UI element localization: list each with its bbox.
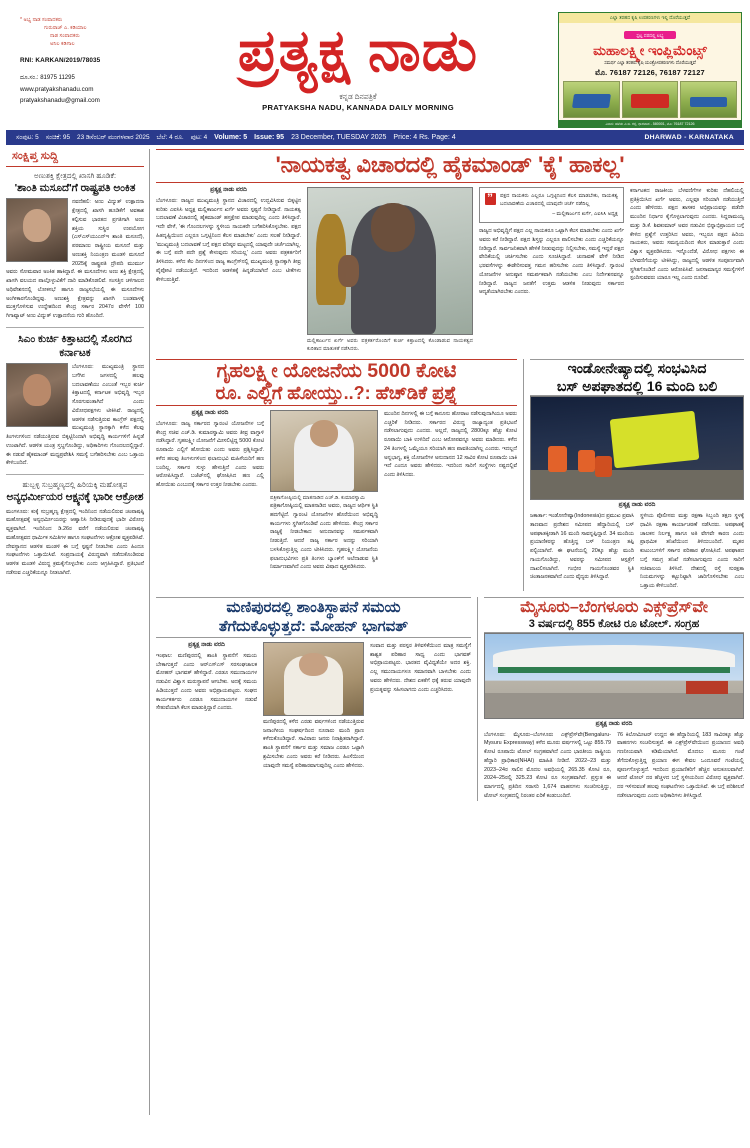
advertisement-mahalakshmi[interactable]	[558, 12, 742, 128]
sidebar-item-body: ಬೆಂಗಳೂರು: ಮುಖ್ಯಮಂತ್ರಿ ಸ್ಥಾನದ ಬಗೆಗಿನ ಜಗಳದಲ್ಲಿ ಹಲವು ಬದಲಾವಣೆಯು ಎಂಬಂತೆ ಇಬ್ಬರ ಕುರ್ಚಿ ಕಿತ್ತಾಟದಲ್ಲಿ ಕರ್ನಾಟಕ ಅಭಿವೃದ್ಧಿ ಇಬ್ಬರ ಸೊರಗುವಂತಾಗಿದೆ ಎಂದು ವಿರೋಧಪಕ್ಷಗಳು ಟೀಕಿಸಿವೆ. ರಾಜ್ಯದಲ್ಲಿ ಆಡಳಿತ ನಡೆಸುತ್ತಿರುವ ಕಾಂಗ್ರೆಸ್ ಪಕ್ಷದಲ್ಲಿ ಮುಖ್ಯಮಂತ್ರಿ ಸ್ಥಾನಕ್ಕಾಗಿ ಕಳೆದ ಕೆಲವು ತಿಂಗಳುಗಳಿಂದ ನಡೆಯುತ್ತಿರುವ ಬಿಕ್ಕಟ್ಟಿನಿಂದಾಗಿ ಅಭಿವೃದ್ಧಿ ಕಾರ್ಯಗಳಿಗೆ ಹಿನ್ನಡೆ ಉಂಟಾಗಿದೆ. ಆಡಳಿತ ಯಂತ್ರ ಸ್ತಬ್ಧಗೊಂಡಿದ್ದು, ಅಧಿಕಾರಿಗಳು ಗೊಂದಲದಲ್ಲಿದ್ದಾರೆ. ಈ ನಡುವೆ ಹೈಕಮಾಂಡ್ ಮಧ್ಯಪ್ರವೇಶಿಸಿ ಸಮಸ್ಯೆ ಬಗೆಹರಿಸಬೇಕು ಎಂಬ ಒತ್ತಾಯ ಕೇಳಿಬಂದಿದೆ.	[6, 364, 144, 467]
expressway-body-1: ಬೆಂಗಳೂರು: ಮೈಸೂರು–ಬೆಂಗಳೂರು ಎಕ್ಸ್‌ಪ್ರೆಸ್‌ವೇ(Bengaluru-Mysuru Expressway) ಕಳೆದ ಮೂರು ವರ್ಷಗಳಲ್ಲಿ ಒಟ್ಟು 855.79 ಕೋಟಿ ರೂಪಾಯಿ ಟೋಲ್ ಸಂಗ್ರಹವಾಗಿದೆ ಎಂದು ಭಾರತೀಯ ರಾಷ್ಟ್ರೀಯ ಹೆದ್ದಾರಿ ಪ್ರಾಧಿಕಾರ(NHAI) ಮಾಹಿತಿ ನೀಡಿದೆ. 2022–23 ಮತ್ತು 2023–24ರ ಸಾಲಿನ ಮೊದಲ ಅವಧಿಯಲ್ಲಿ 265.35 ಕೋಟಿ ರೂ, 2024–25ರಲ್ಲಿ 325.23 ಕೋಟಿ ರೂ ಸಂಗ್ರಹವಾಗಿದೆ. ಪ್ರಸ್ತುತ ಈ ಮಾರ್ಗದಲ್ಲಿ ಪ್ರತಿದಿನ ಸರಾಸರಿ 1,674 ವಾಹನಗಳು ಸಂಚರಿಸುತ್ತಿದ್ದು, ಟೋಲ್ ಸಂಗ್ರಹದಲ್ಲಿ ನಿರಂತರ ಏರಿಕೆ ಕಂಡುಬಂದಿದೆ.	[484, 731, 611, 799]
expressway-byline: ಪ್ರತ್ಯಕ್ಷ ನಾಡು ವರದಿ	[595, 720, 633, 727]
lead-photo-caption: ಮಲ್ಲಿಕಾರ್ಜುನ ಖರ್ಗೆ ಅವರು ಪತ್ರಕರ್ತರೊಂದಿಗೆ ಕುರ್ಚಿ ಕಿತ್ತಾಟದಲ್ಲಿ ಕೊಂಡಾಡುವ ನಾಯಕತ್ವದ ಕುರಿತಾದ ಮಾತುಕತೆ ನಡೆಸಿದರು.	[307, 337, 473, 352]
gruhalakshmi-column-2	[270, 410, 378, 572]
sidebar-item-temple-protest[interactable]	[6, 480, 144, 577]
indonesia-column-2	[640, 512, 744, 591]
editor-line-4: ಅನಿಲ ಕಡಿಗಾಲ	[50, 41, 75, 48]
story-gruhalakshmi[interactable]	[156, 359, 524, 591]
signage-beam-shape	[498, 667, 730, 673]
rescuer-shape-3	[595, 456, 612, 476]
phone-label: ದೂ.ಸಂ.: 81975 11295	[20, 75, 75, 82]
date-english: 23 December, TUESDAY 2025	[291, 134, 387, 141]
sidebar-header: ಸಂಕ್ಷಿಪ್ತ ಸುದ್ದಿ	[12, 150, 59, 162]
sidebar-item-body: ನವದೆಹಲಿ: ಅಣು ವಿದ್ಯುತ್ ಉತ್ಪಾದನಾ ಕ್ಷೇತ್ರದಲ್ಲಿ ಖಾಸಗಿ ಹೂಡಿಕೆಗೆ ಅವಕಾಶ ಕಲ್ಪಿಸುವ ಭಾರತದ ಪ್ರಗತಿಗಾಗಿ ಅಣು ಶಕ್ತಿಯ ಸುಸ್ಥಿರ ಉಪಯೋಗ (ಎಸ್‌ಎಸ್‌ಯುಎನ್‌ಇ ಶಾಂತಿ ಮಸೂದೆ), ಪರಮಾಣು ರಾಷ್ಟ್ರೀಯ ಮಸೂದೆ ಮತ್ತು ಅಣುಶಕ್ತಿ ನಿಯಂತ್ರಣ ಮಂಡಳಿ ಮಸೂದೆ 2025ಕ್ಕೆ ರಾಷ್ಟ್ರಪತಿ ದ್ರೌಪದಿ ಮುರ್ಮು ಅವರು ಸೋಮವಾರ ಅಂಕಿತ ಹಾಕಿದ್ದಾರೆ. ಈ ಮಸೂದೆಗಳು ಅಣು ಶಕ್ತಿ ಕ್ಷೇತ್ರದಲ್ಲಿ ಖಾಸಗಿ ವಲಯದ ಪಾಲ್ಗೊಳ್ಳುವಿಕೆಗೆ ದಾರಿ ಮಾಡಿಕೊಡಲಿವೆ. ಸಂಸತ್ತಿನ ಚಳಿಗಾಲದ ಅಧಿವೇಶನದಲ್ಲಿ ಲೋಕಸಭೆ ಹಾಗೂ ರಾಜ್ಯಸಭೆಯಲ್ಲಿ ಈ ಮಸೂದೆಗಳು ಅಂಗೀಕಾರಗೊಂಡಿದ್ದವು. ಅಣುಶಕ್ತಿ ಕ್ಷೇತ್ರವನ್ನು ಖಾಸಗಿ ಬಂಡವಾಳಕ್ಕೆ ಮುಕ್ತಗೊಳಿಸುವ ಉದ್ದೇಶದಿಂದ ಕೇಂದ್ರ ಸರ್ಕಾರ 2047ರ ವೇಳೆಗೆ 100 ಗಿಗಾವ್ಯಾಟ್ ಅಣು ವಿದ್ಯುತ್ ಉತ್ಪಾದನೆಯ ಗುರಿ ಹೊಂದಿದೆ.	[6, 199, 144, 320]
indonesia-body-1: ಜಕಾರ್ತಾ: ಇಂಡೋನೇಷ್ಯಾ(Indonesia)ದ ಪ್ರಮುಖ ಪ್ರವಾಸಿ ತಾಣವಾದ ಪ್ರದೇಶದ ಸಮೀಪದ ಹೆದ್ದಾರಿಯಲ್ಲಿ ಬಸ್ ಅಪಘಾತಕ್ಕೀಡಾಗಿ 16 ಮಂದಿ ಸಾವನ್ನಪ್ಪಿದ್ದಾರೆ. 34 ಮಂದಿಯ ಪ್ರಯಾಣಿಕರನ್ನು ಹೊತ್ತಿದ್ದ ಬಸ್ ನಿಯಂತ್ರಣ ತಪ್ಪಿ ಪಲ್ಟಿಯಾಗಿದೆ. ಈ ಘಟನೆಯಲ್ಲಿ 20ಕ್ಕೂ ಹೆಚ್ಚು ಮಂದಿ ಗಾಯಗೊಂಡಿದ್ದು, ಅವರನ್ನು ಸಮೀಪದ ಆಸ್ಪತ್ರೆಗೆ ದಾಖಲಿಸಲಾಗಿದೆ. ಗಂಭೀರ ಗಾಯಗೊಂಡವರ ಸ್ಥಿತಿ ಚಿಂತಾಜನಕವಾಗಿದೆ ಎಂದು ವೈದ್ಯರು ತಿಳಿಸಿದ್ದಾರೆ.	[530, 513, 634, 581]
manipur-columns	[156, 642, 471, 771]
expressway-body-2: 76 ಕಿಲೋಮೀಟರ್ ಉದ್ದದ ಈ ಹೆದ್ದಾರಿಯಲ್ಲಿ 183 ಸಾವಿರಕ್ಕೂ ಹೆಚ್ಚು ವಾಹನಗಳು ಸಂಚರಿಸುತ್ತವೆ. ಈ ಎಕ್ಸ್‌ಪ್ರೆಸ್‌ವೇಯಿಂದ ಪ್ರಯಾಣದ ಅವಧಿ ಗಣನೀಯವಾಗಿ ಕಡಿಮೆಯಾಗಿದೆ. ಮೊದಲು ಮೂರು ಗಂಟೆ ತೆಗೆದುಕೊಳ್ಳುತ್ತಿದ್ದ ಪ್ರಯಾಣ ಈಗ ಕೇವಲ ಒಂದೂವರೆ ಗಂಟೆಯಲ್ಲಿ ಪೂರ್ಣಗೊಳ್ಳುತ್ತದೆ. ಇದರಿಂದ ಪ್ರಯಾಣಿಕರಿಗೆ ಹೆಚ್ಚಿನ ಅನುಕೂಲವಾಗಿದೆ. ಆದರೆ ಟೋಲ್ ದರ ಹೆಚ್ಚಳದ ಬಗ್ಗೆ ಸ್ಥಳೀಯರಿಂದ ವಿರೋಧ ವ್ಯಕ್ತವಾಗಿದೆ. ದರ ಇಳಿಸುವಂತೆ ಹಲವು ಸಂಘಟನೆಗಳು ಒತ್ತಾಯಿಸಿವೆ. ಈ ಬಗ್ಗೆ ಪರಿಶೀಲನೆ ನಡೆಸಲಾಗುವುದು ಎಂದು ಅಧಿಕಾರಿಗಳು ತಿಳಿಸಿದ್ದಾರೆ.	[617, 731, 744, 799]
ad-footer-address: ವಿಳಾಸ: ಹಳೆಯ ಪಿ.ಬಿ. ರಸ್ತೆ, ಧಾರವಾಡ - 580001, ಮೊ: 76187 72126	[559, 120, 741, 127]
rescuer-shape-2	[578, 450, 595, 472]
photo-kumaraswamy	[270, 410, 378, 492]
indonesia-headline-line1: ಇಂಡೋನೇಷ್ಯಾದಲ್ಲಿ ಸಂಭವಿಸಿದ	[567, 360, 707, 376]
ad-title: ಮಹಾಲಕ್ಷ್ಮೀ ಇಂಪ್ಲಿಮೆಂಟ್ಸ್	[593, 42, 707, 58]
editor-line-3: ನಾಡ ಸಂಪಾದಕರು	[50, 33, 80, 40]
gruhalakshmi-body-2: ಪತ್ರಿಕಾಗೋಷ್ಠಿಯಲ್ಲಿ ಮಾತನಾಡಿದ ಅವರು, ರಾಜ್ಯದ ಆರ್ಥಿಕ ಸ್ಥಿತಿ ಹದಗೆಟ್ಟಿದೆ. ಗ್ಯಾರಂಟಿ ಯೋಜನೆಗಳ ಹೊರೆಯಿಂದ ಅಭಿವೃದ್ಧಿ ಕಾರ್ಯಗಳು ಸ್ಥಗಿತಗೊಂಡಿವೆ ಎಂದು ಹೇಳಿದರು. ಕೇಂದ್ರ ಸರ್ಕಾರ ರಾಜ್ಯಕ್ಕೆ ನೀಡಬೇಕಾದ ಅನುದಾನವನ್ನು ಸಮರ್ಪಕವಾಗಿ ನೀಡುತ್ತಿದೆ. ಆದರೆ ರಾಜ್ಯ ಸರ್ಕಾರ ಅದನ್ನು ಸರಿಯಾಗಿ ಬಳಸಿಕೊಳ್ಳುತ್ತಿಲ್ಲ ಎಂದು ಟೀಕಿಸಿದರು. ಗೃಹಲಕ್ಷ್ಮೀ ಯೋಜನೆಯ ಫಲಾನುಭವಿಗಳು ಪ್ರತಿ ತಿಂಗಳು ಬ್ಯಾಂಕ್‌ಗೆ ಅಲೆದಾಡುವ ಸ್ಥಿತಿ ನಿರ್ಮಾಣವಾಗಿದೆ ಎಂದು ಅವರು ವಿಷಾದ ವ್ಯಕ್ತಪಡಿಸಿದರು.	[270, 503, 378, 571]
expressway-columns	[484, 731, 744, 801]
rni-number: RNI: KARKAN/2019/78035	[20, 57, 101, 65]
issue-kannada: ಸಂಚಿಕೆ: 95	[45, 133, 71, 141]
manipur-body-2: ಮಣಿಪುರದಲ್ಲಿ ಕಳೆದ ಎರಡು ವರ್ಷಗಳಿಂದ ನಡೆಯುತ್ತಿರುವ ಜನಾಂಗೀಯ ಸಂಘರ್ಷದಿಂದ ನೂರಾರು ಮಂದಿ ಪ್ರಾಣ ಕಳೆದುಕೊಂಡಿದ್ದಾರೆ. ಸಾವಿರಾರು ಜನರು ನಿರಾಶ್ರಿತರಾಗಿದ್ದಾರೆ. ಶಾಂತಿ ಸ್ಥಾಪನೆಗೆ ಸರ್ಕಾರ ಮತ್ತು ಸಮಾಜ ಎರಡೂ ಒಟ್ಟಾಗಿ ಶ್ರಮಿಸಬೇಕು ಎಂದು ಅವರು ಕರೆ ನೀಡಿದರು. ಹಿಂಸೆಯಿಂದ ಯಾವುದೇ ಸಮಸ್ಯೆ ಪರಿಹಾರವಾಗುವುದಿಲ್ಲ ಎಂದು ಹೇಳಿದರು.	[263, 718, 364, 769]
sidebar-item-nuclear[interactable]	[6, 171, 144, 321]
masthead	[6, 0, 744, 128]
manipur-column-1	[156, 642, 257, 771]
gruhalakshmi-body-3: ಮುಂದಿನ ದಿನಗಳಲ್ಲಿ ಈ ಬಗ್ಗೆ ಕಾನೂನು ಹೋರಾಟ ನಡೆಸುವುದಾಗಿಯೂ ಅವರು ಎಚ್ಚರಿಕೆ ನೀಡಿದರು. ಸರ್ಕಾರದ ವಿರುದ್ಧ ರಾಜ್ಯಾದ್ಯಂತ ಪ್ರತಿಭಟನೆ ನಡೆಸಲಾಗುವುದು ಎಂದರು. ಅಲ್ಲದೆ, ರಾಜ್ಯದಲ್ಲಿ 2800ಕ್ಕೂ ಹೆಚ್ಚು ಕೋಟಿ ರೂಪಾಯಿ ಬಾಕಿ ಉಳಿದಿದೆ ಎಂಬ ಆರೋಪವನ್ನೂ ಅವರು ಮಾಡಿದರು. ಕಳೆದ 24 ತಿಂಗಳಲ್ಲಿ ಒಮ್ಮೆಯೂ ಸರಿಯಾಗಿ ಹಣ ಪಾವತಿಯಾಗಿಲ್ಲ ಎಂದರು. ಇದಲ್ಲದೆ ಅನ್ನಭಾಗ್ಯ, ಶಕ್ತಿ ಯೋಜನೆಗಳ ಅನುದಾನದ 12 ಸಾವಿರ ಕೋಟಿ ರೂಪಾಯಿ ಬಾಕಿ ಇದೆ ಎಂದೂ ಅವರು ಹೇಳಿದರು. ಇದರಿಂದ ಸಾರಿಗೆ ಸಂಸ್ಥೆಗಳು ನಷ್ಟದಲ್ಲಿವೆ ಎಂದು ತಿಳಿಸಿದರು.	[384, 410, 517, 479]
third-row	[156, 597, 744, 801]
quote-icon	[485, 193, 496, 205]
truck-shape	[686, 681, 727, 694]
issue-info-bar	[6, 130, 744, 145]
sidebar-divider-3	[6, 474, 144, 475]
gruhalakshmi-headline-line2: ರೂ. ಎಲ್ಲಿಗೆ ಹೋಯ್ತು..?: ಹೆಚ್‌ಡಿಕೆ ಪ್ರಶ್ನೆ	[215, 383, 458, 404]
person-shape	[351, 205, 436, 333]
lead-byline: ಪ್ರತ್ಯಕ್ಷ ನಾಡು ವರದಿ	[210, 186, 247, 193]
lead-headline: 'ನಾಯಕತ್ವ ವಿಚಾರದಲ್ಲಿ ಹೈಕಮಾಂಡ್ 'ಕೈ' ಹಾಕಲ್ಲ'	[275, 152, 625, 177]
sidebar-divider-2	[6, 327, 144, 328]
lead-body-4: ಕರ್ನಾಟಕದ ರಾಜಕೀಯ ಬೆಳವಣಿಗೆಗಳ ಕುರಿತು ದೆಹಲಿಯಲ್ಲಿ ಪ್ರತಿಕ್ರಿಯಿಸಿದ ಖರ್ಗೆ ಅವರು, ಎಲ್ಲವೂ ಸರಿಯಾಗಿ ನಡೆಯುತ್ತಿದೆ ಎಂದು ಹೇಳಿದರು. ಪಕ್ಷದ ಶಾಸಕರ ಅಭಿಪ್ರಾಯವನ್ನು ಪಡೆದೇ ಮುಂದಿನ ನಿರ್ಧಾರ ಕೈಗೊಳ್ಳಲಾಗುವುದು ಎಂದರು. ಸಿದ್ದರಾಮಯ್ಯ ಮತ್ತು ಡಿ.ಕೆ. ಶಿವಕುಮಾರ್ ಅವರ ನಡುವಿನ ಭಿನ್ನಾಭಿಪ್ರಾಯದ ಬಗ್ಗೆ ಕೇಳಿದ ಪ್ರಶ್ನೆಗೆ ಉತ್ತರಿಸಿದ ಅವರು, ಇಬ್ಬರೂ ಪಕ್ಷದ ಹಿರಿಯ ನಾಯಕರು, ಅವರು ಸಮನ್ವಯದಿಂದ ಕೆಲಸ ಮಾಡುತ್ತಾರೆ ಎಂದು ವಿಶ್ವಾಸ ವ್ಯಕ್ತಪಡಿಸಿದರು. ಇನ್ನೊಂದೆಡೆ, ವಿರೋಧ ಪಕ್ಷಗಳು ಈ ಬೆಳವಣಿಗೆಯನ್ನು ಟೀಕಿಸಿದ್ದು, ರಾಜ್ಯದಲ್ಲಿ ಆಡಳಿತ ಸಂಪೂರ್ಣವಾಗಿ ಸ್ಥಗಿತಗೊಂಡಿದೆ ಎಂದು ಆರೋಪಿಸಿವೆ. ಜನಸಾಮಾನ್ಯರ ಸಮಸ್ಯೆಗಳಿಗೆ ಸ್ಪಂದಿಸುವವರು ಯಾರೂ ಇಲ್ಲ ಎಂದು ದೂರಿವೆ.	[630, 187, 744, 282]
indonesia-columns	[530, 512, 744, 591]
gruhalakshmi-photo-caption: ಪತ್ರಿಕಾಗೋಷ್ಠಿಯಲ್ಲಿ ಮಾತನಾಡಿದ ಎಚ್.ಡಿ. ಕುಮಾರಸ್ವಾಮಿ	[270, 494, 366, 501]
ad-product-rotavator-image	[622, 81, 679, 118]
sidebar-item-title: ಅನ್ಯಧರ್ಮೀಯರ ಆಕ್ಷ್ಯನಕ್ಕೆ ಭಾರೀ ಆಕ್ರೋಶ	[6, 490, 144, 503]
gruhalakshmi-rule-bottom	[156, 405, 517, 406]
photo-bus-crash	[530, 396, 744, 500]
manipur-body-3: ಸಂವಾದ ಮತ್ತು ಪರಸ್ಪರ ತಿಳಿವಳಿಕೆಯಿಂದ ಮಾತ್ರ ಸಮಸ್ಯೆಗೆ ಶಾಶ್ವತ ಪರಿಹಾರ ಸಾಧ್ಯ ಎಂದು ಭಾಗವತ್ ಅಭಿಪ್ರಾಯಪಟ್ಟರು. ಭಾರತದ ವೈವಿಧ್ಯತೆಯೇ ಅದರ ಶಕ್ತಿ. ಎಲ್ಲ ಸಮುದಾಯಗಳೂ ಸಮಾನವಾಗಿ ಬಾಳಬೇಕು ಎಂದು ಅವರು ಹೇಳಿದರು. ದೇಶದ ಏಕತೆಗೆ ಧಕ್ಕೆ ತರುವ ಯಾವುದೇ ಪ್ರಯತ್ನವನ್ನು ಸಹಿಸಲಾಗದು ಎಂದು ಎಚ್ಚರಿಸಿದರು.	[370, 642, 471, 693]
volume-english: Volume: 5	[214, 134, 248, 141]
hand-shape	[338, 255, 359, 287]
lead-column-1	[156, 187, 301, 353]
lead-body-3: ರಾಜ್ಯದ ಅಭಿವೃದ್ಧಿಗೆ ಪಕ್ಷದ ಎಲ್ಲ ನಾಯಕರೂ ಒಟ್ಟಾಗಿ ಕೆಲಸ ಮಾಡಬೇಕು ಎಂದು ಖರ್ಗೆ ಅವರು ಕರೆ ನೀಡಿದ್ದಾರೆ. ಪಕ್ಷದ ಶಿಸ್ತನ್ನು ಎಲ್ಲರೂ ಪಾಲಿಸಬೇಕು ಎಂದು ಎಚ್ಚರಿಕೆಯನ್ನೂ ನೀಡಿದ್ದಾರೆ. ಸಾರ್ವಜನಿಕವಾಗಿ ಹೇಳಿಕೆ ನೀಡುವುದನ್ನು ನಿಲ್ಲಿಸಬೇಕು, ಸಮಸ್ಯೆ ಇದ್ದರೆ ಪಕ್ಷದ ವೇದಿಕೆಯಲ್ಲಿ ಚರ್ಚಿಸಬೇಕು ಎಂದು ಸೂಚಿಸಿದ್ದಾರೆ. ಚುನಾವಣೆ ವೇಳೆ ನೀಡಿದ ಭರವಸೆಗಳನ್ನು ಈಡೇರಿಸುವತ್ತ ಗಮನ ಹರಿಸಬೇಕು ಎಂದು ತಿಳಿಸಿದ್ದಾರೆ. ಗ್ಯಾರಂಟಿ ಯೋಜನೆಗಳ ಅನುಷ್ಠಾನ ಸಮರ್ಪಕವಾಗಿ ನಡೆಯಬೇಕು ಎಂಬ ನಿರ್ದೇಶನವನ್ನೂ ನೀಡಿದ್ದಾರೆ. ರಾಜ್ಯದ ಜನತೆಗೆ ಉತ್ತಮ ಆಡಳಿತ ನೀಡುವುದು ಸರ್ಕಾರದ ಆದ್ಯತೆಯಾಗಿರಬೇಕು ಎಂದರು.	[479, 228, 624, 296]
expressway-column-1	[484, 731, 611, 801]
pull-quote-text: ಪಕ್ಷದ ನಾಯಕರು ಎಲ್ಲರೂ ಒಗ್ಗಟ್ಟಿನಿಂದ ಕೆಲಸ ಮಾಡಬೇಕು, ನಾಯಕತ್ವ ಬದಲಾವಣೆಯ ವಿಚಾರದಲ್ಲಿ ಯಾವುದೇ ಚರ್ಚೆ ನಡೆದಿಲ್ಲ	[500, 192, 618, 208]
gruhalakshmi-headline-line1: ಗೃಹಲಕ್ಷ್ಮೀ ಯೋಜನೆಯ 5000 ಕೋಟಿ	[216, 360, 457, 382]
manipur-headline-line2: ತೆಗೆದುಕೊಳ್ಳುತ್ತದೆ: ಮೋಹನ್ ಭಾಗವತ್	[218, 618, 409, 636]
lead-column-2	[307, 187, 473, 353]
gruhalakshmi-columns	[156, 410, 517, 572]
indonesia-body-2: ಸ್ಥಳೀಯ ಪೊಲೀಸರು ಮತ್ತು ರಕ್ಷಣಾ ಸಿಬ್ಬಂದಿ ತಕ್ಷಣ ಸ್ಥಳಕ್ಕೆ ಧಾವಿಸಿ ರಕ್ಷಣಾ ಕಾರ್ಯಾಚರಣೆ ನಡೆಸಿದರು. ಅಪಘಾತಕ್ಕೆ ಚಾಲಕನ ನಿರ್ಲಕ್ಷ್ಯ ಹಾಗೂ ಅತಿ ವೇಗವೇ ಕಾರಣ ಎಂದು ಪ್ರಾಥಮಿಕ ತನಿಖೆಯಿಂದ ತಿಳಿದುಬಂದಿದೆ. ಮೃತರ ಕುಟುಂಬಗಳಿಗೆ ಸರ್ಕಾರ ಪರಿಹಾರ ಘೋಷಿಸಿದೆ. ಅಪಘಾತದ ಬಗ್ಗೆ ಸಮಗ್ರ ತನಿಖೆ ನಡೆಸಲಾಗುವುದು ಎಂದು ಸಾರಿಗೆ ಸಚಿವಾಲಯ ತಿಳಿಸಿದೆ. ದೇಶದಲ್ಲಿ ರಸ್ತೆ ಸುರಕ್ಷತಾ ನಿಯಮಗಳನ್ನು ಕಟ್ಟುನಿಟ್ಟಾಗಿ ಜಾರಿಗೊಳಿಸಬೇಕು ಎಂಬ ಒತ್ತಾಯ ಕೇಳಿಬಂದಿದೆ.	[640, 513, 744, 589]
photo-toll-plaza	[484, 633, 744, 719]
logo-subtitle-kannada: ಕನ್ನಡ ದಿನಪತ್ರಿಕೆ	[339, 92, 377, 101]
lead-column-3	[479, 187, 624, 353]
photo-bhagwat	[263, 642, 364, 716]
newspaper-logo: ಪ್ರತ್ಯಕ್ಷ ನಾಡು	[237, 18, 479, 83]
volume-kannada: ಸಂಪುಟ: 5	[16, 133, 39, 141]
road-shape	[485, 693, 743, 718]
overturned-bus-shape	[609, 411, 698, 469]
sidebar-item-body: ಮಂಗಳೂರು: ಕುಕ್ಕೆ ಸುಬ್ರಹ್ಮಣ್ಯ ಕ್ಷೇತ್ರದಲ್ಲಿ ಇಂದಿನಿಂದ ನಡೆಯಲಿರುವ ಚಂಪಾಷಷ್ಠಿ ಮಹೋತ್ಸವಕ್ಕೆ ಅನ್ಯಧರ್ಮೀಯರನ್ನು ಆಹ್ವಾನಿಸಿ ನೀಡಿರುವುದಕ್ಕೆ ಭಾರೀ ವಿರೋಧ ವ್ಯಕ್ತವಾಗಿದೆ. ಇಂದಿನಿಂದ ಡಿ.26ರ ವರೆಗೆ ನಡೆಯಲಿರುವ ಚಂಪಾಷಷ್ಠಿ ಮಹೋತ್ಸವದ ಧಾರ್ಮಿಕ ಸಮಿತಿಗಳ ಹಾಗೂ ಸಂಘಟನೆಗಳು ಆಕ್ರೋಶ ವ್ಯಕ್ತಪಡಿಸಿವೆ. ದೇವಸ್ಥಾನದ ಆಡಳಿತ ಮಂಡಳಿ ಈ ಬಗ್ಗೆ ಸ್ಪಷ್ಟನೆ ನೀಡಬೇಕು ಎಂದು ಹಿಂದೂ ಸಂಘಟನೆಗಳು ಒತ್ತಾಯಿಸಿವೆ. ಸಂಪ್ರದಾಯಕ್ಕೆ ವಿರುದ್ಧವಾಗಿ ನಡೆದುಕೊಂಡಿರುವ ಆಡಳಿತ ಮಂಡಳಿ ವಿರುದ್ಧ ಕ್ರಮಕೈಗೊಳ್ಳಬೇಕು ಎಂದು ಆಗ್ರಹಿಸಿದ್ದಾರೆ. ಪ್ರತಿಭಟನೆ ನಡೆಸುವ ಎಚ್ಚರಿಕೆಯನ್ನೂ ನೀಡಲಾಗಿದೆ.	[6, 508, 144, 576]
sidebar-item-title: 'ಶಾಂತಿ ಮಸೂದೆ'ಗೆ ರಾಷ್ಟ್ರಪತಿ ಅಂಕಿತ	[14, 181, 136, 194]
lead-rule-bottom	[156, 182, 744, 183]
masthead-center	[158, 8, 558, 112]
story-indonesia[interactable]	[530, 359, 744, 591]
ad-description: ಸಮರ್ಥ ಎಲ್ಲಾ ತರಹದ ಕೃಷಿ ಯಂತ್ರೋಪಕರಣಗಳು ದೊರೆಯುತ್ತವೆ	[604, 60, 696, 66]
ad-product-images	[559, 78, 741, 120]
sidebar-item-title: ಸಿಎಂ ಕುರ್ಚಿ ಕಿತ್ತಾಟದಲ್ಲಿ ಸೊರಗಿದ ಕರ್ನಾಟಕ	[18, 332, 132, 359]
date-kannada: 23 ಡಿಸೆಂಬರ್ ಮಂಗಳವಾರ 2025	[77, 133, 150, 141]
issue-english: Issue: 95	[254, 134, 285, 141]
expressway-headline-line2: 3 ವರ್ಷದಲ್ಲಿ 855 ಕೋಟಿ ರೂ ಟೋಲ್. ಸಂಗ್ರಹ	[528, 617, 700, 630]
price-english: Price: 4 Rs. Page: 4	[393, 134, 456, 141]
lead-column-4	[630, 187, 744, 353]
main-column	[150, 149, 744, 1115]
logo-subtitle-english: PRATYAKSHA NADU, KANNADA DAILY MORNING	[262, 103, 454, 112]
sidebar-photo-president	[6, 198, 68, 262]
manipur-body-1: ಇಂಫಾಲ: ಮಣಿಪುರದಲ್ಲಿ ಶಾಂತಿ ಸ್ಥಾಪನೆಗೆ ಸಮಯ ಬೇಕಾಗುತ್ತದೆ ಎಂದು ಆರ್‌ಎಸ್‌ಎಸ್ ಸರಸಂಘಚಾಲಕ ಮೋಹನ್ ಭಾಗವತ್ ಹೇಳಿದ್ದಾರೆ. ಎರಡೂ ಸಮುದಾಯಗಳ ನಡುವಿನ ವಿಶ್ವಾಸ ಮರುಸ್ಥಾಪನೆ ಆಗಬೇಕು. ಅದಕ್ಕೆ ಸಮಯ ಹಿಡಿಯುತ್ತದೆ ಎಂದು ಅವರು ಅಭಿಪ್ರಾಯಪಟ್ಟರು. ಸಂಘದ ಕಾರ್ಯಕರ್ತರು ಎರಡೂ ಸಮುದಾಯಗಳ ನಡುವೆ ಸೇತುವೆಯಾಗಿ ಕೆಲಸ ಮಾಡುತ್ತಿದ್ದಾರೆ ಎಂದರು.	[156, 652, 257, 712]
lead-columns	[156, 187, 744, 353]
sidebar-photo-leader	[6, 363, 68, 427]
sidebar-item-kicker: ಹುಬ್ಬಳ್ಳಿ ಸುಬ್ರಹ್ಮಣ್ಯದಲ್ಲಿ ಹಿರಿಯಕ್ಕಿ ಮಹೋತ್ಸವ	[22, 480, 128, 490]
expressway-headline-line1: ಮೈಸೂರು–ಬೆಂಗಳೂರು ಎಕ್ಸ್‌ಪ್ರೆಸ್‌ವೇ	[520, 598, 708, 616]
story-manipur[interactable]	[156, 597, 478, 801]
pages-kannada: ಪುಟ: 4	[190, 133, 208, 141]
place-name: DHARWAD - KARNATAKA	[644, 134, 734, 141]
ad-ribbon-label: ಸ್ಪಲ್ಪ ದರದಲ್ಲಿ ಲಭ್ಯ	[624, 31, 675, 39]
manipur-column-3	[370, 642, 471, 771]
ad-product-trailer-image	[680, 81, 737, 118]
expressway-column-2	[617, 731, 744, 801]
masthead-left-info	[6, 8, 158, 106]
ad-product-plough-image	[563, 81, 620, 118]
ad-phone-numbers: ಮೊ. 76187 72126, 76187 72127	[595, 68, 705, 78]
editor-line-2: ಗುರುರಾಜ್ ಎ. ಕಡಿಯಾಲ	[44, 25, 87, 32]
story-expressway[interactable]	[484, 597, 744, 801]
person-shape	[294, 424, 353, 491]
editor-line-1: * ಅಭ್ಯ ನಾಡ ಸಂಪಾದಕರು	[20, 17, 63, 23]
pull-quote-attribution: – ಮಲ್ಲಿಕಾರ್ಜುನ ಖರ್ಗೆ, ಎಐಸಿಸಿ ಅಧ್ಯಕ್ಷ	[552, 211, 618, 218]
ground-shape	[531, 470, 743, 499]
person-shape	[284, 656, 343, 715]
indonesia-byline: ಪ್ರತ್ಯಕ್ಷ ನಾಡು ವರದಿ	[618, 502, 656, 508]
indonesia-headline-line2: ಬಸ್ ಅಪಘಾತದಲ್ಲಿ 16 ಮಂದಿ ಬಲಿ	[556, 377, 718, 394]
lead-body-1: ಬೆಂಗಳೂರು: ರಾಜ್ಯದ ಮುಖ್ಯಮಂತ್ರಿ ಸ್ಥಾನದ ವಿಚಾರದಲ್ಲಿ ಉದ್ಭವಿಸಿರುವ ಬಿಕ್ಕಟ್ಟಿನ ಕುರಿತು ಎಐಸಿಸಿ ಅಧ್ಯಕ್ಷ ಮಲ್ಲಿಕಾರ್ಜುನ ಖರ್ಗೆ ಅವರು ಸ್ಪಷ್ಟನೆ ನೀಡಿದ್ದಾರೆ. ನಾಯಕತ್ವ ಬದಲಾವಣೆ ವಿಚಾರದಲ್ಲಿ ಹೈಕಮಾಂಡ್ ಹಸ್ತಕ್ಷೇಪ ಮಾಡುವುದಿಲ್ಲ ಎಂದು ತಿಳಿಸಿದ್ದಾರೆ. ಇದೇ ವೇಳೆ, 'ಈ ಗೊಂದಲಗಳನ್ನು ಸ್ಥಳೀಯ ನಾಯಕರೇ ಬಗೆಹರಿಸಿಕೊಳ್ಳಬೇಕು. ಪಕ್ಷದ ಹಿತದೃಷ್ಟಿಯಿಂದ ಎಲ್ಲರೂ ಒಗ್ಗಟ್ಟಿನಿಂದ ಕೆಲಸ ಮಾಡಬೇಕು' ಎಂದು ಸಲಹೆ ನೀಡಿದ್ದಾರೆ. 'ಮುಖ್ಯಮಂತ್ರಿ ಬದಲಾವಣೆ ಬಗ್ಗೆ ಪಕ್ಷದ ವರಿಷ್ಠರ ಮಟ್ಟದಲ್ಲಿ ಯಾವುದೇ ಚರ್ಚೆಯಾಗಿಲ್ಲ. ಈ ಬಗ್ಗೆ ಪದೇ ಪದೇ ಪ್ರಶ್ನೆ ಕೇಳುವುದು ಸರಿಯಲ್ಲ' ಎಂದು ಅವರು ಪತ್ರಕರ್ತರಿಗೆ ತಿಳಿಸಿದರು. ಕಳೆದ ಕೆಲ ದಿನಗಳಿಂದ ರಾಜ್ಯ ಕಾಂಗ್ರೆಸ್‌ನಲ್ಲಿ ಮುಖ್ಯಮಂತ್ರಿ ಸ್ಥಾನಕ್ಕಾಗಿ ತೀವ್ರ ಪೈಪೋಟಿ ನಡೆಯುತ್ತಿದೆ. ಇದರಿಂದ ಆಡಳಿತಕ್ಕೆ ಹಿನ್ನಡೆಯಾಗಿದೆ ಎಂಬ ಟೀಕೆಗಳು ಕೇಳಿಬರುತ್ತಿವೆ.	[156, 197, 301, 283]
sidebar-item-cm-chair[interactable]	[6, 333, 144, 468]
gruhalakshmi-byline: ಪ್ರತ್ಯಕ್ಷ ನಾಡು ವರದಿ	[191, 409, 229, 416]
website-link[interactable]: www.pratyakshanadu.com	[20, 85, 94, 93]
manipur-byline: ಪ್ರತ್ಯಕ್ಷ ನಾಡು ವರದಿ	[188, 641, 225, 648]
ad-top-line: ಎಲ್ಲಾ ತರಹದ ಕೃಷಿ ಉಪಕರಣಗಳು ಇಲ್ಲಿ ದೊರೆಯುತ್ತವೆ	[559, 13, 741, 23]
contact-block	[20, 73, 158, 106]
lead-story[interactable]	[156, 149, 744, 353]
manipur-rule-bottom	[156, 637, 471, 638]
gruhalakshmi-column-1	[156, 410, 264, 572]
manipur-column-2	[263, 642, 364, 771]
manipur-headline-line1: ಮಣಿಪುರದಲ್ಲಿ ಶಾಂತಿಸ್ಥಾಪನೆ ಸಮಯ	[226, 598, 401, 616]
second-row	[156, 359, 744, 591]
email-link[interactable]: pratyakshanadu@gmail.com	[20, 96, 100, 104]
gruhalakshmi-body-1: ಬೆಂಗಳೂರು: ರಾಜ್ಯ ಸರ್ಕಾರದ ಗ್ಯಾರಂಟಿ ಯೋಜನೆಗಳ ಬಗ್ಗೆ ಕೇಂದ್ರ ಸಚಿವ ಎಚ್.ಡಿ. ಕುಮಾರಸ್ವಾಮಿ ಅವರು ತೀವ್ರ ವಾಗ್ದಾಳಿ ನಡೆಸಿದ್ದಾರೆ. ಗೃಹಲಕ್ಷ್ಮೀ ಯೋಜನೆಗೆ ಮೀಸಲಿಟ್ಟಿದ್ದ 5000 ಕೋಟಿ ರೂಪಾಯಿ ಎಲ್ಲಿಗೆ ಹೋಯಿತು ಎಂದು ಅವರು ಪ್ರಶ್ನಿಸಿದ್ದಾರೆ. ಕಳೆದ ಹಲವು ತಿಂಗಳುಗಳಿಂದ ಫಲಾನುಭವಿ ಮಹಿಳೆಯರಿಗೆ ಹಣ ಬಂದಿಲ್ಲ. ಸರ್ಕಾರ ಸುಳ್ಳು ಹೇಳುತ್ತಿದೆ ಎಂದು ಅವರು ಆರೋಪಿಸಿದ್ದಾರೆ. ಬಜೆಟ್‌ನಲ್ಲಿ ಘೋಷಿಸಿದ ಹಣ ಎಲ್ಲಿ ಹೋಯಿತು ಎಂಬುದಕ್ಕೆ ಸರ್ಕಾರ ಉತ್ತರ ನೀಡಬೇಕು ಎಂದರು.	[156, 420, 264, 489]
lead-photo-kharge	[307, 187, 473, 335]
sidebar-divider	[6, 166, 144, 167]
indonesia-column-1	[530, 512, 634, 591]
price-kannada: ಬೆಲೆ: 4 ರೂ.	[156, 133, 184, 141]
sidebar-brief-news	[6, 149, 150, 1115]
rescuer-shape-1	[548, 446, 567, 473]
canopy-shape	[493, 645, 736, 667]
sidebar-item-kicker: ಅಣುಶಕ್ತಿ ಕ್ಷೇತ್ರದಲ್ಲಿ ಖಾಸಗಿ ಹೂಡಿಕೆ:	[33, 171, 117, 180]
ad-ribbon	[559, 24, 741, 42]
page-content	[6, 149, 744, 1115]
pull-quote-box	[479, 187, 624, 223]
gruhalakshmi-column-3	[384, 410, 517, 572]
